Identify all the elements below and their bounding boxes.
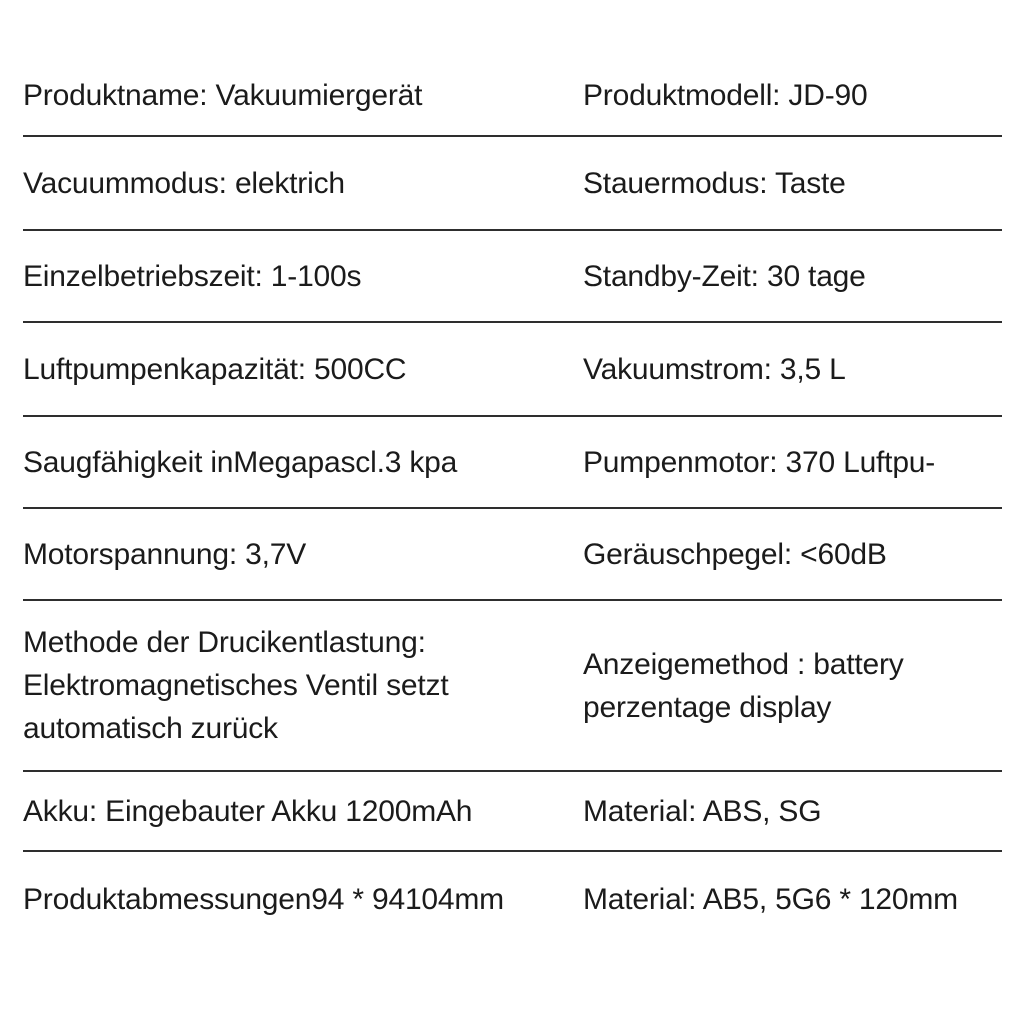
spec-cell-stow-mode: Stauermodus: Taste <box>583 166 846 200</box>
spec-row-pressure-release-display <box>23 601 1002 772</box>
spec-cell-single-runtime: Einzelbetriebszeit: 1-100s <box>23 259 362 293</box>
spec-row-battery-material <box>23 772 1002 852</box>
spec-cell-product-model: Produktmodell: JD-90 <box>583 78 868 112</box>
spec-row-voltage-noise <box>23 509 1002 601</box>
spec-cell-vacuum-mode: Vacuummodus: elektrich <box>23 166 345 200</box>
spec-cell-pressure-release-method: Methode der Drucikentlastung: Elektromagnetisches Ventil setzt automatisch zurück <box>23 626 449 745</box>
spec-row-runtime-standby <box>23 231 1002 323</box>
spec-cell-display-method: Anzeigemethod : battery perzentage display <box>583 647 904 724</box>
spec-cell-material: Material: ABS, SG <box>583 794 822 828</box>
spec-cell-pump-motor: Pumpenmotor: 370 Luftpu- <box>583 445 936 479</box>
spec-cell-material-dimensions: Material: AB5, 5G6 * 120mm <box>583 883 958 916</box>
spec-cell-suction-power: Saugfähigkeit inMegapascl.3 kpa <box>23 445 458 479</box>
spec-row-dimensions-material <box>23 852 1002 947</box>
spec-row-suction-motor <box>23 417 1002 509</box>
spec-row-vacuum-stow-mode <box>23 137 1002 231</box>
spec-cell-vacuum-flow: Vakuumstrom: 3,5 L <box>583 352 846 386</box>
spec-cell-product-name: Produktname: Vakuumiergerät <box>23 78 423 112</box>
spec-cell-product-dimensions: Produktabmessungen94 * 94104mm <box>23 883 504 916</box>
spec-table <box>23 55 1002 947</box>
spec-row-product-name-model <box>23 55 1002 137</box>
spec-cell-standby-time: Standby-Zeit: 30 tage <box>583 259 866 293</box>
spec-cell-motor-voltage: Motorspannung: 3,7V <box>23 537 307 571</box>
spec-cell-noise-level: Geräuschpegel: <60dB <box>583 537 887 571</box>
spec-cell-air-pump-capacity: Luftpumpenkapazität: 500CC <box>23 352 407 386</box>
spec-row-pump-capacity-flow <box>23 323 1002 417</box>
spec-cell-battery: Akku: Eingebauter Akku 1200mAh <box>23 794 473 828</box>
